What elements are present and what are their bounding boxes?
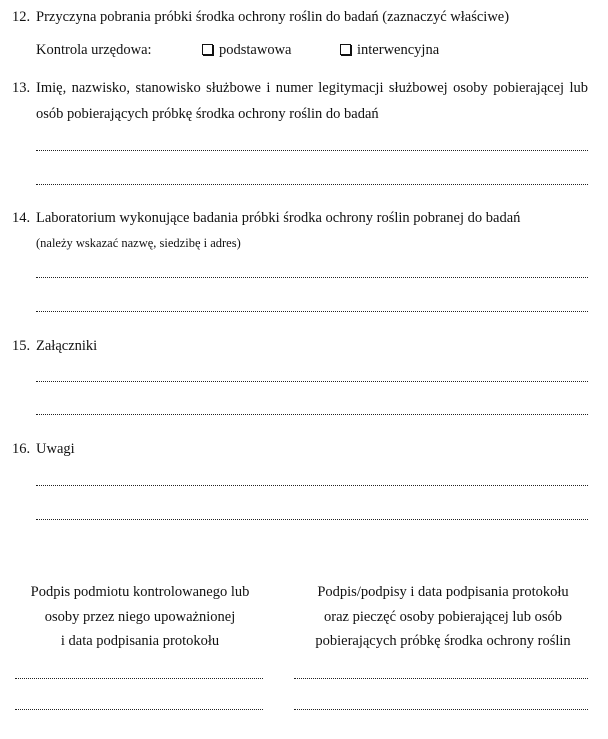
official-control-label: Kontrola urzędowa: — [36, 42, 152, 58]
section-14-fill-line-1[interactable] — [36, 277, 588, 278]
checkbox-icon[interactable] — [202, 44, 213, 55]
signature-left-line2: osoby przez niego upoważnionej — [44, 608, 236, 625]
signature-right-line2: oraz pieczęć osoby pobierającej lub osób — [324, 608, 562, 625]
checkbox-basic-label: podstawowa — [219, 42, 292, 58]
section-14-fill-line-2[interactable] — [36, 311, 588, 312]
signature-right-line-2[interactable] — [294, 709, 588, 710]
section-12-title: Przyczyna pobrania próbki środka ochrony roślin do badań (zaznaczyć właściwe) — [36, 9, 510, 25]
section-13-fill-line-2[interactable] — [36, 184, 588, 185]
signature-right-caption — [290, 580, 596, 654]
signature-left-line3: i data podpisania protokołu — [60, 633, 220, 649]
signature-left-line-1[interactable] — [15, 678, 263, 679]
section-16-number: 16. — [12, 441, 31, 457]
section-14-title-line1: Laboratorium wykonujące badania próbki środka ochrony roślin pobranej do badań — [36, 210, 521, 226]
section-16-fill-line-1[interactable] — [36, 485, 588, 486]
section-13-number: 13. — [12, 80, 31, 96]
section-12-number: 12. — [12, 9, 31, 25]
checkbox-basic-option[interactable] — [202, 42, 292, 59]
signature-left-caption — [10, 580, 270, 654]
checkbox-icon[interactable] — [340, 44, 351, 55]
section-14-number: 14. — [12, 210, 31, 226]
section-15-fill-line-2[interactable] — [36, 414, 588, 415]
checkbox-intervention-option[interactable] — [340, 42, 439, 59]
section-15-number: 15. — [12, 338, 31, 354]
signature-right-line3: pobierających próbkę środka ochrony roślin — [315, 633, 571, 649]
signature-right-line1: Podpis/podpisy i data podpisania protokołu — [317, 584, 569, 600]
signature-left-line-2[interactable] — [15, 709, 263, 710]
section-16-fill-line-2[interactable] — [36, 519, 588, 520]
section-13-fill-line-1[interactable] — [36, 150, 588, 151]
section-13-title-line1: Imię, nazwisko, stanowisko służbowe i numer legitymacji służbowej osoby pobierającej lub — [36, 80, 588, 96]
signature-left-line1: Podpis podmiotu kontrolowanego lub — [30, 584, 250, 600]
section-15-title: Załączniki — [36, 338, 98, 354]
signature-right-line-1[interactable] — [294, 678, 588, 679]
section-14-title-line2: (należy wskazać nazwę, siedzibę i adres) — [36, 236, 241, 250]
section-13-title-line2: osób pobierających próbkę środka ochrony roślin do badań — [36, 106, 379, 122]
section-15-fill-line-1[interactable] — [36, 381, 588, 382]
checkbox-intervention-label: interwencyjna — [357, 42, 440, 58]
section-16-title: Uwagi — [36, 441, 75, 457]
